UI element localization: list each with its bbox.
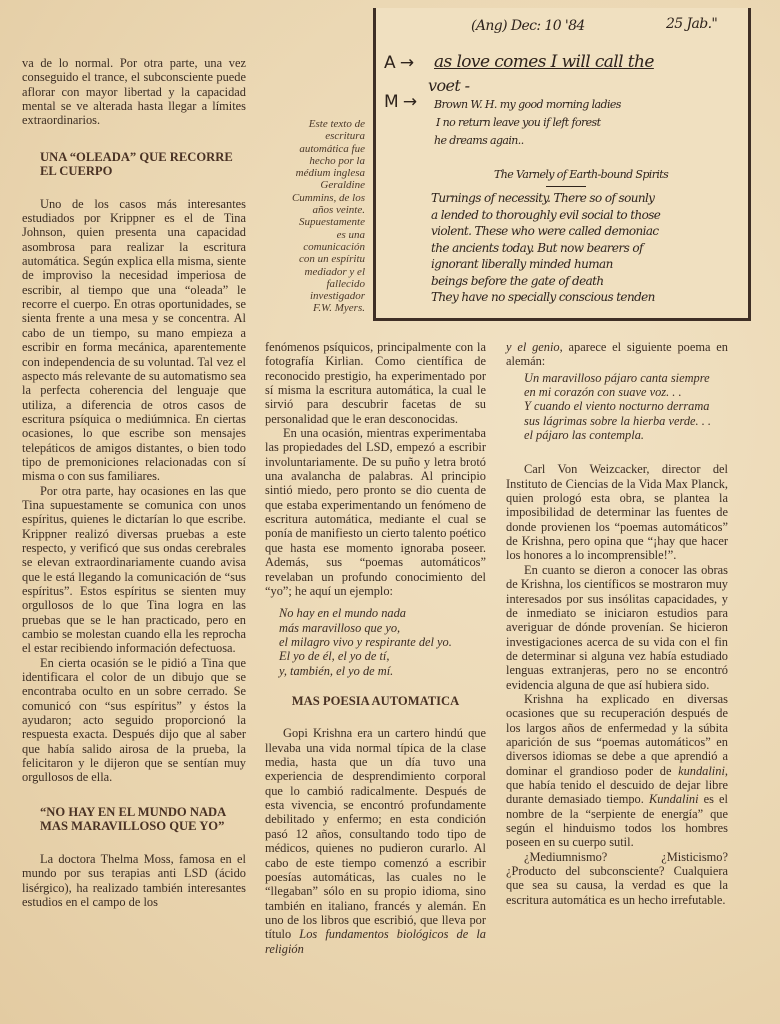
poem-line: en mi corazón con suave voz. . . bbox=[524, 385, 682, 400]
book-title: y el genio bbox=[506, 340, 560, 354]
section-heading: MAS POESIA AUTOMATICA bbox=[291, 693, 460, 708]
poem-line: el pájaro las contempla. bbox=[524, 428, 644, 443]
marker-a: A → bbox=[384, 53, 414, 73]
figure-caption: Este texto de escritura automática fue hecho por la médium inglesa Geraldine Cummins, de los años veinte. Supuestamente es una comunicación con un espíritu mediador y el fallecido investigador F.W. Myers. bbox=[291, 118, 365, 315]
paragraph: ¿Mediumnismo? ¿Misticismo? ¿Producto del subconsciente? Cualquiera que sea su causa, la verdad es que la escritura automática es un hecho irrefutable. bbox=[506, 849, 728, 907]
manuscript-line: the ancients today. But now bearers of bbox=[431, 240, 643, 255]
paragraph: Carl Von Weizcacker, director del Instituto de Ciencias de la Vida Max Planck, quien prologó esta obra, se plantea la imposibilidad de determinar las fuentes de donde provienen los “poemas automáticos” de Krishna, pero opina que “¡hay que hacer los honores a lo incomprensible!”. bbox=[506, 462, 728, 563]
paragraph: En cuanto se dieron a conocer las obras de Krishna, los científicos se mostraron muy interesados por sus insólitas capacidades, y de inmediato se iniciaron estudios para averiguar de dónde provenían. Se hicieron investigaciones acerca de su vida con el fin de determinar si alguna vez había estudiado lenguas extranjeras, pero no se encontró evidencia alguna de que así hubiera sido. bbox=[506, 562, 728, 692]
paragraph bbox=[506, 692, 728, 850]
column-3 bbox=[506, 340, 728, 907]
manuscript-line: voet - bbox=[428, 76, 470, 95]
paragraph: fenómenos psíquicos, principalmente con la fotografía Kirlian. Como científica de reconocido prestigio, ha experimentado por sí misma la escritura automática, la cual le sirvió para descubrir facetas de su personalidad que le eran desconocidas. bbox=[265, 340, 486, 426]
marker-m: M → bbox=[384, 92, 417, 112]
term: Kundalini bbox=[648, 792, 699, 807]
manuscript-line: I no return leave you if left forest bbox=[436, 116, 601, 129]
manuscript-date-right: 25 Jab." bbox=[666, 16, 718, 32]
paragraph: En una ocasión, mientras experimentaba las propiedades del LSD, empezó a escribir involuntariamente. De su puño y letra brotó una avalancha de palabras. Al principio sintió miedo, pero pronto se dio cuenta de que estaba experimentando un fenómeno de escritura automática, mediante el cual se ponía de manifiesto un cierto talento poético que hasta ese momento ignoraba poseer. Además, sus “poemas automáticos” revelaban un profundo conocimiento del “yo”; he aquí un ejemplo: bbox=[265, 426, 486, 598]
paragraph: En cierta ocasión se le pidió a Tina que identificara el color de un dibujo que se encontraba oculto en un sobre cerrado. Se comunicó con “sus espíritus” y éstos la ayudaron; acto seguido proporcionó la respuesta exacta. Después dijo que al saber que había salido airosa de la prueba, la felicitaron y le dijeron que se sentían muy orgullosos de ella. bbox=[22, 655, 246, 785]
paragraph bbox=[265, 726, 486, 956]
poem-line: Y cuando el viento nocturno derrama bbox=[524, 399, 710, 414]
paragraph: Por otra parte, hay ocasiones en las que Tina supuestamente se comunica con unos espíritus, quienes le dictarían lo que escribe. Krippner realizó diversas pruebas a este respecto, y verificó que sus ondas cerebrales se elevan extraordinariamente cuando avisa que le está llegando la comunicación de “sus espíritus”. Estos espíritus se sienten muy orgullosos de lo que Tina logra en las pruebas que se le han practicado, pero en cambio se molestan cuando ella les reprocha el estar recibiendo información defectuosa. bbox=[22, 483, 246, 656]
book-title: Los fundamentos biológicos de la religión bbox=[265, 927, 486, 956]
term: kundalini bbox=[678, 763, 725, 778]
paragraph-text: Krishna ha explicado en diversas ocasiones que su recuperación después de los largos años de enfermedad y la súbita aparición de sus “poemas automáticos” en diversos idiomas se debe a que aprendió a dominar el grandioso poder de bbox=[506, 691, 728, 778]
manuscript-title: The Varnely of Earth-bound Spirits bbox=[494, 168, 669, 181]
poem-line: Un maravilloso pájaro canta siempre bbox=[524, 370, 710, 385]
manuscript-line: beings before the gate of death bbox=[431, 273, 604, 288]
paragraph-text: es el nombre de la “serpiente de energía” que según el hinduismo todos los hombres poseen en su cuerpo sutil. bbox=[506, 792, 728, 850]
handwritten-manuscript-figure bbox=[373, 8, 751, 321]
manuscript-line: They have no specially conscious tenden bbox=[431, 290, 655, 304]
paragraph-text: , aparece el siguiente poema en alemán: bbox=[506, 340, 728, 369]
section-heading: “NO HAY EN EL MUNDO NADA MAS MARAVILLOSO QUE YO” bbox=[40, 804, 226, 834]
poem-line: No hay en el mundo nada bbox=[279, 606, 406, 621]
column-2 bbox=[265, 340, 486, 956]
paragraph: Uno de los casos más interesantes estudiados por Krippner es el de Tina Johnson, quien presenta una capacidad asombrosa para realizar la escritura automática. Según explica ella misma, siente de improviso la necesidad imperiosa de escribir, al tiempo que una “oleada” le recorre el cuerpo. En otras oportunidades, se sienta frente a una mesa y se concentra. Al cabo de un tiempo, su mano empieza a escribir en forma mecánica, aparentemente con independencia de su voluntad. Tal vez el aspecto más relevante de su automatismo sea la perfecta coherencia del lenguaje que utiliza, a diferencia de otros casos de escritura psíquica o mediúmnica. En ciertas ocasiones, lo que escribe son mensajes telepáticos de amigos distantes, o bien todo tipo de premoniciones relacionadas con sí misma o con sus familiares. bbox=[22, 196, 246, 484]
manuscript-line: as love comes I will call the bbox=[434, 52, 654, 72]
section-heading: UNA “OLEADA” QUE RECORRE EL CUERPO bbox=[40, 149, 233, 179]
manuscript-line: Turnings of necessity. There so of sounly bbox=[431, 191, 655, 205]
poem-line: más maravilloso que yo, bbox=[279, 620, 401, 635]
manuscript-line: Brown W. H. my good morning ladies bbox=[434, 98, 621, 111]
poem bbox=[279, 606, 486, 678]
paragraph: La doctora Thelma Moss, famosa en el mundo por sus terapias anti LSD (ácido lisérgico), ha realizado también interesantes estudios en el campo de los bbox=[22, 851, 246, 909]
column-1 bbox=[22, 56, 246, 909]
poem-line: y, también, el yo de mí. bbox=[279, 663, 394, 678]
paragraph: va de lo normal. Por otra parte, una vez conseguido el trance, el subconsciente puede aflorar con mayor libertad y la capacidad mental se ve alterada hasta llegar a límites extraordinarios. bbox=[22, 56, 246, 128]
poem-line: sus lágrimas sobre la hierba verde. . . bbox=[524, 413, 711, 428]
paragraph bbox=[506, 340, 728, 369]
poem-line: El yo de él, el yo de tí, bbox=[279, 649, 390, 664]
manuscript-date: (Ang) Dec: 10 '84 bbox=[471, 18, 585, 34]
manuscript-line: ignorant liberally minded human bbox=[431, 257, 613, 271]
manuscript-line: violent. These who were called demoniac bbox=[431, 224, 659, 238]
manuscript-body bbox=[431, 190, 660, 306]
divider bbox=[546, 186, 586, 187]
poem-line: el milagro vivo y respirante del yo. bbox=[279, 634, 452, 649]
manuscript-line: he dreams again.. bbox=[434, 134, 524, 147]
poem bbox=[524, 371, 728, 443]
paragraph-text: Gopi Krishna era un cartero hindú que llevaba una vida normal típica de la clase media, hasta que un día tuvo una experiencia de desprendimiento corporal que lo cambió radicalmente. Después de esta vivencia, se encontró profundamente debilitado y enfermo; en esta condición pasó 12 años, consultando todo tipo de médicos, quienes no pudieron curarlo. Al cabo de este tiempo comenzó a escribir poesías automáticas, las cuales no le “llegaban” sólo en su propio idioma, sino también en italiano, francés y alemán. En uno de los libros que escribió, que lleva por título bbox=[265, 726, 486, 942]
paragraph-text: , que había tenido el descuido de dejar libre durante demasiado tiempo. bbox=[506, 763, 728, 807]
manuscript-line: a lended to thoroughly evil social to those bbox=[431, 207, 661, 222]
